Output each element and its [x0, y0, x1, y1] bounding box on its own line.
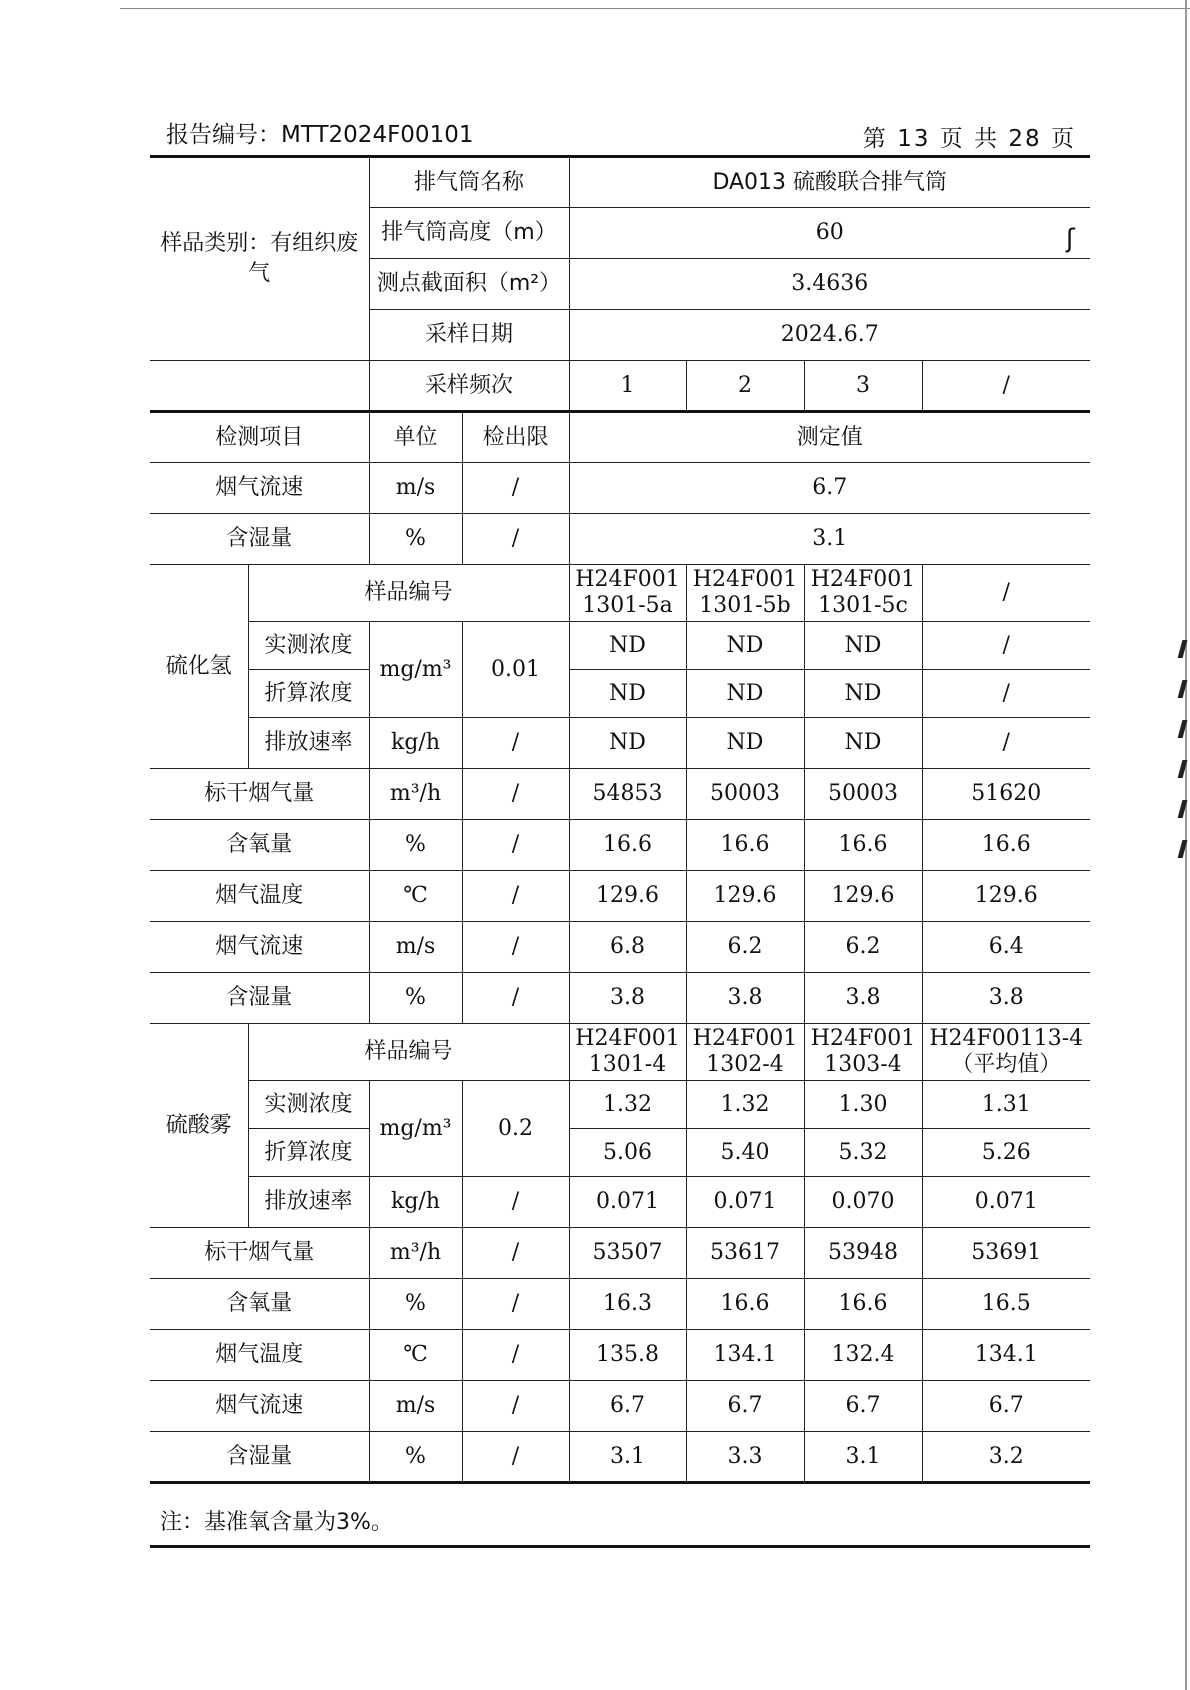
table-row — [150, 1381, 1090, 1432]
mist-rate-2: 0.071 — [686, 1177, 804, 1228]
mist-conc-limit: 0.2 — [462, 1081, 569, 1177]
h2s-converted-label: 折算浓度 — [248, 670, 369, 718]
h2s-sample-2 — [686, 565, 804, 622]
sample-id-line: H24F001 — [692, 567, 798, 592]
row-value-3: 16.6 — [804, 820, 922, 871]
row-value-4: 53691 — [922, 1228, 1090, 1279]
h2s-measured-3: ND — [804, 622, 922, 670]
row-unit: % — [369, 514, 462, 565]
row-value-1: 135.8 — [569, 1330, 686, 1381]
row-item: 烟气流速 — [150, 463, 369, 514]
row-value-2: 6.2 — [686, 922, 804, 973]
row-unit: % — [369, 973, 462, 1024]
mist-converted-label: 折算浓度 — [248, 1129, 369, 1177]
row-value-1: 6.7 — [569, 1381, 686, 1432]
row-limit: / — [462, 973, 569, 1024]
sample-id-line: H24F001 — [810, 1026, 916, 1051]
mist-rate-3: 0.070 — [804, 1177, 922, 1228]
sampling-date: 2024.6.7 — [569, 310, 1090, 361]
row-limit: / — [462, 1330, 569, 1381]
table-row — [150, 871, 1090, 922]
table-row — [150, 922, 1090, 973]
row-value-4: 3.2 — [922, 1432, 1090, 1483]
row-value-2: 16.6 — [686, 820, 804, 871]
row-unit: % — [369, 820, 462, 871]
row-value-1: 3.8 — [569, 973, 686, 1024]
freq-4: / — [922, 361, 1090, 412]
page-number: 第 13 页 共 28 页 — [862, 126, 1076, 152]
h2s-sample-3 — [804, 565, 922, 622]
h2s-measured-2: ND — [686, 622, 804, 670]
mist-measured-label: 实测浓度 — [248, 1081, 369, 1129]
row-value-4: 16.5 — [922, 1279, 1090, 1330]
row-item: 烟气温度 — [150, 1330, 369, 1381]
page-header — [166, 116, 1076, 150]
row-value-4: 3.8 — [922, 973, 1090, 1024]
row-value-3: 16.6 — [804, 1279, 922, 1330]
row-item: 含湿量 — [150, 1432, 369, 1483]
table-row — [150, 769, 1090, 820]
row-value-3: 3.1 — [804, 1432, 922, 1483]
h2s-converted-1: ND — [569, 670, 686, 718]
h2s-converted-2: ND — [686, 670, 804, 718]
row-item: 标干烟气量 — [150, 769, 369, 820]
sample-id-line: H24F00113-4 — [929, 1026, 1084, 1051]
row-value-1: 16.3 — [569, 1279, 686, 1330]
h2s-rate-4: / — [922, 718, 1090, 769]
mist-sample-1 — [569, 1024, 686, 1081]
mist-rate-unit: kg/h — [369, 1177, 462, 1228]
h2s-rate-unit: kg/h — [369, 718, 462, 769]
row-value-1: 6.8 — [569, 922, 686, 973]
row-value: 3.1 — [569, 514, 1090, 565]
col-item: 检测项目 — [150, 412, 369, 463]
h2s-converted-4: / — [922, 670, 1090, 718]
h2s-sample-1 — [569, 565, 686, 622]
row-value-2: 6.7 — [686, 1381, 804, 1432]
h2s-sample-label: 样品编号 — [248, 565, 569, 622]
sample-id-line: 1301-5b — [699, 593, 791, 618]
table-row — [150, 463, 1090, 514]
row-value-4: 51620 — [922, 769, 1090, 820]
row-item: 含氧量 — [150, 820, 369, 871]
h2s-conc-limit: 0.01 — [462, 622, 569, 718]
row-unit: % — [369, 1279, 462, 1330]
row-value-3: 129.6 — [804, 871, 922, 922]
row-limit: / — [462, 514, 569, 565]
row-value-4: 134.1 — [922, 1330, 1090, 1381]
sample-id-line: H24F001 — [692, 1026, 798, 1051]
table-row — [150, 820, 1090, 871]
sample-id-line: H24F001 — [575, 567, 680, 592]
mist-converted-2: 5.40 — [686, 1129, 804, 1177]
column-header-row — [150, 412, 1090, 463]
row-unit: m³/h — [369, 1228, 462, 1279]
sample-id-line: 1301-5a — [582, 593, 673, 618]
row-item: 含湿量 — [150, 514, 369, 565]
row-limit: / — [462, 769, 569, 820]
mist-conc-unit: mg/m³ — [369, 1081, 462, 1177]
h2s-rate-limit: / — [462, 718, 569, 769]
sample-id-line: 1302-4 — [706, 1052, 784, 1077]
freq-2: 2 — [686, 361, 804, 412]
area: 3.4636 — [569, 259, 1090, 310]
blank-cell — [150, 361, 369, 412]
row-unit: ℃ — [369, 871, 462, 922]
mist-rate-4: 0.071 — [922, 1177, 1090, 1228]
top-rule — [120, 0, 1190, 9]
col-limit: 检出限 — [462, 412, 569, 463]
sample-id-line: 1301-5c — [818, 593, 908, 618]
row-item: 烟气温度 — [150, 871, 369, 922]
h2s-name: 硫化氢 — [150, 565, 248, 769]
row-value-2: 134.1 — [686, 1330, 804, 1381]
report-number: 报告编号：MTT2024F00101 — [166, 122, 474, 148]
mist-measured-1: 1.32 — [569, 1081, 686, 1129]
mist-rate-limit: / — [462, 1177, 569, 1228]
row-value-1: 16.6 — [569, 820, 686, 871]
row-value-1: 54853 — [569, 769, 686, 820]
h2s-rate-label: 排放速率 — [248, 718, 369, 769]
sample-id-line: 1301-4 — [588, 1052, 667, 1077]
sample-id-line: H24F001 — [575, 1026, 680, 1051]
stack-height-label: 排气筒高度（m） — [369, 208, 569, 259]
mist-sample-label: 样品编号 — [248, 1024, 569, 1081]
col-value: 测定值 — [569, 412, 1090, 463]
row-limit: / — [462, 1381, 569, 1432]
row-unit: m/s — [369, 463, 462, 514]
row-unit: m/s — [369, 1381, 462, 1432]
row-value-2: 3.3 — [686, 1432, 804, 1483]
row-value-4: 6.4 — [922, 922, 1090, 973]
row-item: 烟气流速 — [150, 1381, 369, 1432]
freq-1: 1 — [569, 361, 686, 412]
row-value-2: 53617 — [686, 1228, 804, 1279]
row-value-3: 6.2 — [804, 922, 922, 973]
mist-converted-1: 5.06 — [569, 1129, 686, 1177]
row-value-4: 129.6 — [922, 871, 1090, 922]
footnote — [150, 1495, 1090, 1548]
table-row — [150, 1279, 1090, 1330]
row-unit: m/s — [369, 922, 462, 973]
row-value-3: 50003 — [804, 769, 922, 820]
footnote-text: 注：基准氧含量为3%。 — [160, 1510, 393, 1535]
area-label: 测点截面积（m²） — [369, 259, 569, 310]
table-row — [150, 1330, 1090, 1381]
check-mark: ʃ — [1066, 224, 1075, 254]
row-limit: / — [462, 1279, 569, 1330]
table-row — [150, 1228, 1090, 1279]
table-row — [150, 973, 1090, 1024]
report-table — [150, 155, 1090, 1484]
row-item: 含湿量 — [150, 973, 369, 1024]
mist-measured-3: 1.30 — [804, 1081, 922, 1129]
row-limit: / — [462, 463, 569, 514]
row-unit: % — [369, 1432, 462, 1483]
h2s-rate-3: ND — [804, 718, 922, 769]
row-unit: m³/h — [369, 769, 462, 820]
row-limit: / — [462, 922, 569, 973]
row-value-3: 6.7 — [804, 1381, 922, 1432]
row-value-2: 3.8 — [686, 973, 804, 1024]
date-label: 采样日期 — [369, 310, 569, 361]
freq-3: 3 — [804, 361, 922, 412]
mist-measured-4: 1.31 — [922, 1081, 1090, 1129]
h2s-sample-4: / — [922, 565, 1090, 622]
mist-sample-4 — [922, 1024, 1090, 1081]
stack-name: DA013 硫酸联合排气筒 — [569, 157, 1090, 208]
row-value-3: 53948 — [804, 1228, 922, 1279]
h2s-measured-label: 实测浓度 — [248, 622, 369, 670]
row-value-3: 132.4 — [804, 1330, 922, 1381]
mist-sample-2 — [686, 1024, 804, 1081]
h2s-measured-4: / — [922, 622, 1090, 670]
row-value-4: 6.7 — [922, 1381, 1090, 1432]
h2s-conc-unit: mg/m³ — [369, 622, 462, 718]
table-row — [150, 1432, 1090, 1483]
stack-height: 60 — [569, 208, 1090, 259]
row-limit: / — [462, 1432, 569, 1483]
row-item: 烟气流速 — [150, 922, 369, 973]
sample-category: 样品类别：有组织废气 — [150, 157, 369, 361]
h2s-converted-3: ND — [804, 670, 922, 718]
row-unit: ℃ — [369, 1330, 462, 1381]
row-value-2: 16.6 — [686, 1279, 804, 1330]
stack-name-label: 排气筒名称 — [369, 157, 569, 208]
mist-measured-2: 1.32 — [686, 1081, 804, 1129]
mist-name: 硫酸雾 — [150, 1024, 248, 1228]
mist-rate-1: 0.071 — [569, 1177, 686, 1228]
row-item: 含氧量 — [150, 1279, 369, 1330]
row-value-1: 3.1 — [569, 1432, 686, 1483]
freq-label: 采样频次 — [369, 361, 569, 412]
h2s-rate-2: ND — [686, 718, 804, 769]
row-limit: / — [462, 871, 569, 922]
mist-rate-label: 排放速率 — [248, 1177, 369, 1228]
col-unit: 单位 — [369, 412, 462, 463]
mist-converted-4: 5.26 — [922, 1129, 1090, 1177]
mist-sample-3 — [804, 1024, 922, 1081]
row-limit: / — [462, 1228, 569, 1279]
row-value-2: 129.6 — [686, 871, 804, 922]
mist-converted-3: 5.32 — [804, 1129, 922, 1177]
row-value-4: 16.6 — [922, 820, 1090, 871]
row-value-1: 53507 — [569, 1228, 686, 1279]
h2s-measured-1: ND — [569, 622, 686, 670]
row-item: 标干烟气量 — [150, 1228, 369, 1279]
binding-marks — [1180, 640, 1186, 860]
sample-id-line: 1303-4 — [824, 1052, 902, 1077]
row-value-1: 129.6 — [569, 871, 686, 922]
table-row — [150, 514, 1090, 565]
row-value-2: 50003 — [686, 769, 804, 820]
row-value-3: 3.8 — [804, 973, 922, 1024]
h2s-rate-1: ND — [569, 718, 686, 769]
row-value: 6.7 — [569, 463, 1090, 514]
sample-id-line: H24F001 — [810, 567, 916, 592]
row-limit: / — [462, 820, 569, 871]
sample-id-line: （平均值） — [951, 1052, 1062, 1077]
